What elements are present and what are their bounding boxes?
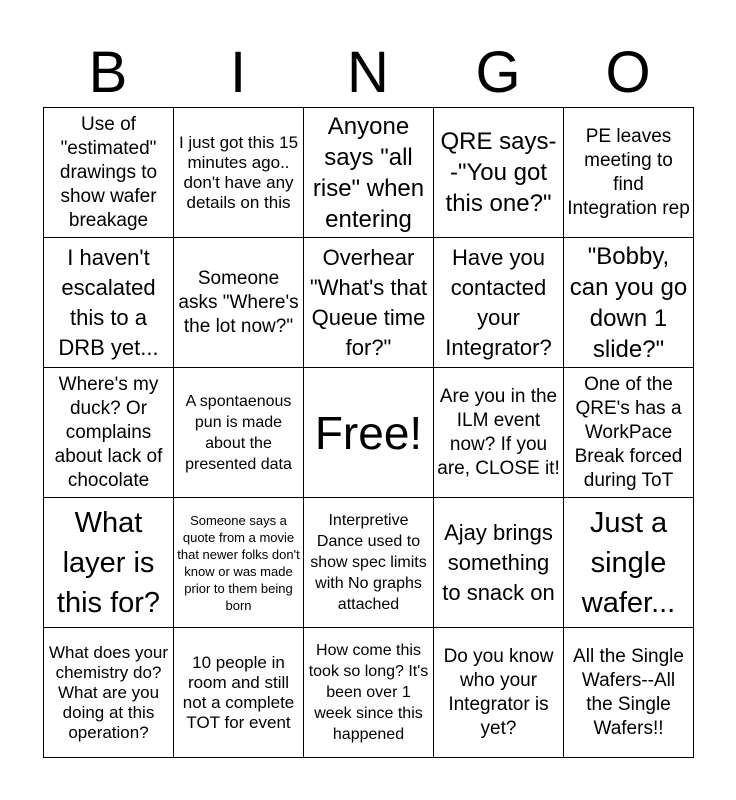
bingo-board xyxy=(43,107,694,758)
bingo-cell-r2c3[interactable] xyxy=(304,238,434,368)
bingo-cell-r1c5[interactable] xyxy=(564,108,694,238)
bingo-cell-r4c1[interactable] xyxy=(44,498,174,628)
bingo-cell-r1c2[interactable] xyxy=(174,108,304,238)
header-letter-g: G xyxy=(475,40,521,105)
bingo-cell-r2c2[interactable] xyxy=(174,238,304,368)
bingo-cell-r4c4[interactable] xyxy=(434,498,564,628)
header-letter-n: N xyxy=(347,40,389,105)
cell-text: "Bobby, can you go down 1 slide?" xyxy=(569,242,688,363)
cell-text: 10 people in room and still not a complete TOT for event xyxy=(182,652,295,732)
header-letter-b: B xyxy=(88,40,128,105)
bingo-cell-r2c4[interactable] xyxy=(434,238,564,368)
cell-text: Overhear "What's that Queue time for?" xyxy=(309,244,428,360)
cell-text: Ajay brings something to snack on xyxy=(442,519,555,605)
cell-text: I just got this 15 minutes ago.. don't have any details on this xyxy=(178,132,299,212)
cell-text: Interpretive Dance used to show spec limits with No graphs attached xyxy=(310,512,427,613)
cell-text: Anyone says "all rise" when entering xyxy=(312,112,425,233)
header-letter-i: I xyxy=(229,40,247,105)
bingo-cell-r1c1[interactable] xyxy=(44,108,174,238)
cell-text: What layer is this for? xyxy=(56,506,161,619)
bingo-cell-r1c4[interactable] xyxy=(434,108,564,238)
cell-text: One of the QRE's has a WorkPace Break forced during ToT xyxy=(574,373,683,491)
cell-text: How come this took so long? It's been over 1 week since this happened xyxy=(308,642,429,743)
cell-text: What does your chemistry do? What are you doing at this operation? xyxy=(48,642,169,742)
cell-text: Just a single wafer... xyxy=(581,506,676,619)
cell-text: I haven't escalated this to a DRB yet... xyxy=(58,244,159,360)
bingo-cell-r5c4[interactable] xyxy=(434,628,564,758)
bingo-cell-r5c2[interactable] xyxy=(174,628,304,758)
cell-text: PE leaves meeting to find Integration rep xyxy=(567,125,690,219)
bingo-cell-r3c1[interactable] xyxy=(44,368,174,498)
bingo-cell-r5c5[interactable] xyxy=(564,628,694,758)
bingo-cell-r5c1[interactable] xyxy=(44,628,174,758)
bingo-cell-r4c2[interactable] xyxy=(174,498,304,628)
bingo-cell-r3c4[interactable] xyxy=(434,368,564,498)
free-space-label: Free! xyxy=(314,406,423,459)
header-letter-o: O xyxy=(605,40,651,105)
bingo-header xyxy=(43,40,693,106)
bingo-cell-r2c5[interactable] xyxy=(564,238,694,368)
cell-text: Someone asks "Where's the lot now?" xyxy=(178,267,299,337)
cell-text: Are you in the ILM event now? If you are, CLOSE it! xyxy=(437,385,560,479)
cell-text: Have you contacted your Integrator? xyxy=(445,244,552,360)
cell-text: All the Single Wafers--All the Single Wafers!! xyxy=(573,645,684,739)
cell-text: Where's my duck? Or complains about lack of chocolate xyxy=(54,373,163,491)
cell-text: Use of "estimated" drawings to show wafer breakage xyxy=(59,113,158,231)
bingo-cell-r3c2[interactable] xyxy=(174,368,304,498)
bingo-cell-r3c3[interactable] xyxy=(304,368,434,498)
bingo-cell-r4c5[interactable] xyxy=(564,498,694,628)
bingo-cell-r5c3[interactable] xyxy=(304,628,434,758)
cell-text: Do you know who your Integrator is yet? xyxy=(443,645,554,739)
bingo-cell-r3c5[interactable] xyxy=(564,368,694,498)
cell-text: Someone says a quote from a movie that newer folks don't know or was made prior to them being born xyxy=(177,512,300,613)
cell-text: QRE says--"You got this one?" xyxy=(440,128,557,217)
bingo-cell-r4c3[interactable] xyxy=(304,498,434,628)
bingo-cell-r1c3[interactable] xyxy=(304,108,434,238)
cell-text: A spontaenous pun is made about the presented data xyxy=(185,392,292,473)
bingo-cell-r2c1[interactable] xyxy=(44,238,174,368)
